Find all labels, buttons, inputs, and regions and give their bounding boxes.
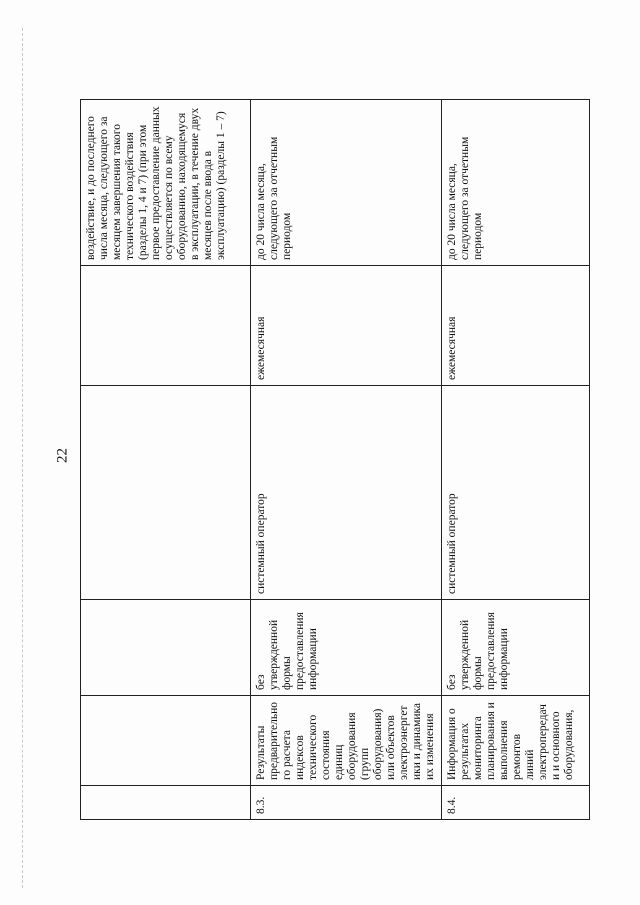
cell-periodicity: ежемесячная: [251, 266, 442, 386]
cell-num: 8.4.: [442, 786, 590, 820]
cell-who: системный оператор: [251, 386, 442, 600]
requirements-table: [80, 99, 590, 820]
cell-form: без утвержденной формы предоставления информации: [442, 600, 590, 696]
cell-periodicity: [81, 266, 251, 386]
cell-term: до 20 числа месяца, следующего за отчетным периодом: [251, 100, 442, 266]
cell-form: [81, 600, 251, 696]
cell-form: без утвержденной формы предоставления информации: [251, 600, 442, 696]
scan-edge-line: [22, 28, 23, 888]
cell-term: воздействие, и до последнего числа месяца, следующего за месяцем завершения такого технического воздействия (разделы 1, 4 и 7) (при этом первое предоставление данных осуществляется по всему оборудованию, находящемуся в эксплуатации, в течение двух месяцев после ввода в эксплуатацию) (разделы 1 – 7): [81, 100, 251, 266]
cell-who: системный оператор: [442, 386, 590, 600]
cell-num: [81, 786, 251, 820]
page-number: 22: [54, 448, 71, 463]
cell-name: Информация о результатах мониторинга планирования и выполнения ремонтов линий электропередачи и основного оборудования,: [442, 696, 590, 786]
cell-who: [81, 386, 251, 600]
cell-term: до 20 числа месяца, следующего за отчетным периодом: [442, 100, 590, 266]
cell-num: 8.3.: [251, 786, 442, 820]
rotated-table-frame: [80, 100, 575, 820]
cell-name: [81, 696, 251, 786]
cell-name: Результаты предварительного расчета индексов технического состояния единиц оборудования (групп оборудования) или объектов электроэнергетики и динамика их изменения: [251, 696, 442, 786]
cell-periodicity: ежемесячная: [442, 266, 590, 386]
table-row: [251, 100, 442, 820]
table-row-continued: [81, 100, 251, 820]
table-row: [442, 100, 590, 820]
